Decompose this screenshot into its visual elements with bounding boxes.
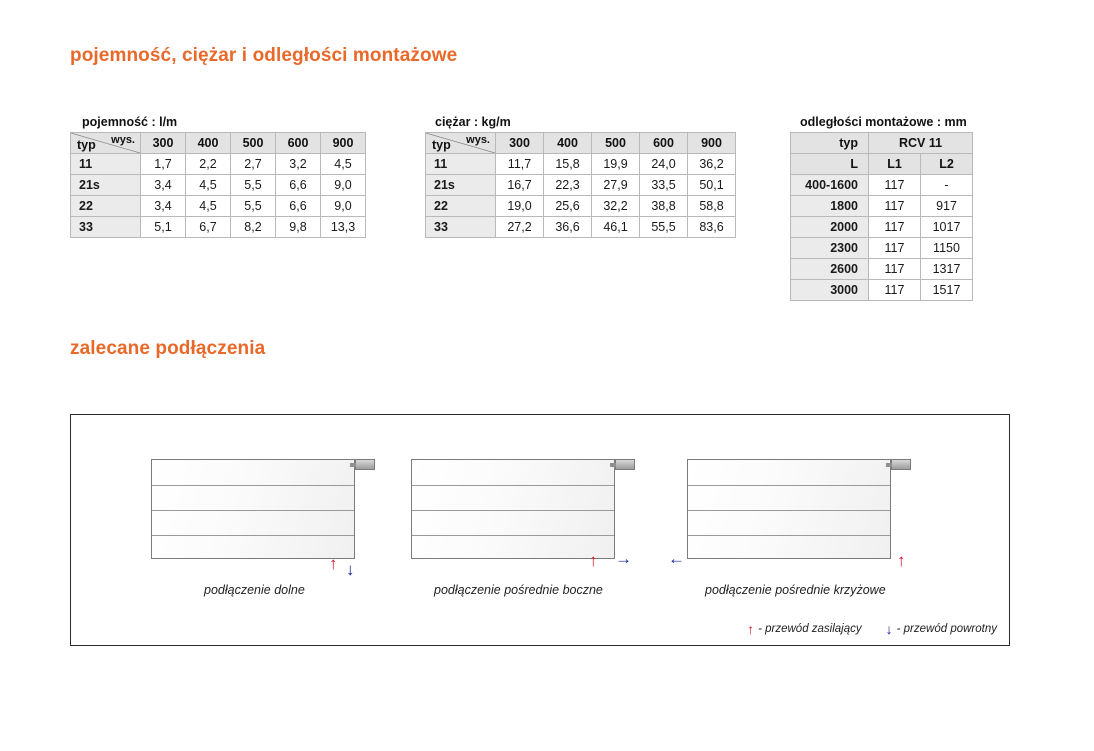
page-title-capacity: pojemność, ciężar i odległości montażowe [70, 45, 458, 66]
corner-top-label: wys. [466, 134, 490, 146]
cell: 117 [869, 238, 921, 259]
row-header: 33 [426, 217, 496, 238]
cell: 27,9 [592, 175, 640, 196]
valve-icon-3 [891, 459, 911, 470]
radiator-segment-line [412, 485, 614, 486]
table-row [791, 259, 973, 280]
column-header: 400 [544, 133, 592, 154]
diagram-caption-3: podłączenie pośrednie krzyżowe [705, 583, 886, 597]
cell: 9,0 [321, 175, 366, 196]
radiator-segment-line [152, 535, 354, 536]
cell: 6,7 [186, 217, 231, 238]
cell: 5,5 [231, 175, 276, 196]
table-header-row [791, 154, 973, 175]
radiator-segment-line [412, 535, 614, 536]
valve-icon-2 [615, 459, 635, 470]
legend-supply-label: - przewód zasilający [758, 623, 862, 635]
table-row [71, 154, 366, 175]
cell: 1317 [921, 259, 973, 280]
table-row [791, 196, 973, 217]
cell: 117 [869, 259, 921, 280]
column-header-l: L [791, 154, 869, 175]
cell: 2,7 [231, 154, 276, 175]
column-header-l2: L2 [921, 154, 973, 175]
radiator-segment-line [152, 510, 354, 511]
diagram-caption-2: podłączenie pośrednie boczne [434, 583, 603, 597]
supply-arrow-icon: ↑ [747, 621, 755, 637]
table-row [71, 217, 366, 238]
diagram-caption-1: podłączenie dolne [204, 583, 305, 597]
cell: 117 [869, 217, 921, 238]
cell: 3,2 [276, 154, 321, 175]
row-header: 33 [71, 217, 141, 238]
row-header: 2000 [791, 217, 869, 238]
radiator-segment-line [688, 510, 890, 511]
column-header: 500 [592, 133, 640, 154]
cell: 917 [921, 196, 973, 217]
cell: 27,2 [496, 217, 544, 238]
column-header: 500 [231, 133, 276, 154]
cell: 3,4 [141, 175, 186, 196]
row-header: 21s [71, 175, 141, 196]
cell: 24,0 [640, 154, 688, 175]
cell: 19,9 [592, 154, 640, 175]
radiator-segment-line [688, 485, 890, 486]
legend-return-label: - przewód powrotny [896, 623, 997, 635]
radiator-segment-line [152, 485, 354, 486]
supply-arrow-1: ↑ [329, 554, 338, 573]
cell: 1,7 [141, 154, 186, 175]
column-header: 400 [186, 133, 231, 154]
cell: 33,5 [640, 175, 688, 196]
radiator-segment-line [688, 535, 890, 536]
capacity-table [70, 132, 366, 238]
column-header-typ: typ [791, 133, 869, 154]
valve-icon-1 [355, 459, 375, 470]
corner-header-cell [426, 133, 496, 154]
cell: 5,5 [231, 196, 276, 217]
cell: 16,7 [496, 175, 544, 196]
cell: 36,6 [544, 217, 592, 238]
row-header: 400-1600 [791, 175, 869, 196]
row-header: 22 [71, 196, 141, 217]
table-row [71, 196, 366, 217]
column-header: 900 [688, 133, 736, 154]
table-row [791, 280, 973, 301]
diagram-legend [747, 621, 997, 637]
column-header: 600 [640, 133, 688, 154]
column-header-model: RCV 11 [869, 133, 973, 154]
weight-table [425, 132, 736, 238]
weight-table-caption: ciężar : kg/m [435, 115, 511, 129]
column-header: 300 [496, 133, 544, 154]
cell: 32,2 [592, 196, 640, 217]
cell: 9,8 [276, 217, 321, 238]
cell: 117 [869, 280, 921, 301]
row-header: 11 [426, 154, 496, 175]
column-header: 600 [276, 133, 321, 154]
cell: 117 [869, 196, 921, 217]
cell: 13,3 [321, 217, 366, 238]
cell: 36,2 [688, 154, 736, 175]
table-row [791, 238, 973, 259]
cell: 6,6 [276, 175, 321, 196]
corner-top-label: wys. [111, 134, 135, 146]
cell: 46,1 [592, 217, 640, 238]
cell: 58,8 [688, 196, 736, 217]
cell: 25,6 [544, 196, 592, 217]
corner-header-cell [71, 133, 141, 154]
row-header: 1800 [791, 196, 869, 217]
radiator-segment-line [412, 510, 614, 511]
cell: - [921, 175, 973, 196]
table-row [791, 175, 973, 196]
table-row [426, 154, 736, 175]
capacity-table-caption: pojemność : l/m [82, 115, 178, 129]
mounting-table-caption: odległości montażowe : mm [800, 115, 967, 129]
cell: 22,3 [544, 175, 592, 196]
radiator-graphic-2 [411, 459, 615, 559]
cell: 2,2 [186, 154, 231, 175]
table-row [426, 175, 736, 196]
column-header-l1: L1 [869, 154, 921, 175]
return-arrow-1: ↓ [346, 560, 355, 579]
cell: 4,5 [186, 196, 231, 217]
table-header-row [71, 133, 366, 154]
table-header-row [791, 133, 973, 154]
cell: 4,5 [186, 175, 231, 196]
supply-arrow-3: ↑ [897, 551, 906, 570]
table-row [426, 217, 736, 238]
row-header: 21s [426, 175, 496, 196]
cell: 50,1 [688, 175, 736, 196]
connections-diagram-panel [70, 414, 1010, 646]
radiator-graphic-3 [687, 459, 891, 559]
row-header: 22 [426, 196, 496, 217]
cell: 117 [869, 175, 921, 196]
corner-bottom-label: typ [77, 138, 96, 152]
table-row [71, 175, 366, 196]
cell: 38,8 [640, 196, 688, 217]
cell: 19,0 [496, 196, 544, 217]
corner-bottom-label: typ [432, 138, 451, 152]
cell: 8,2 [231, 217, 276, 238]
cell: 3,4 [141, 196, 186, 217]
row-header: 11 [71, 154, 141, 175]
cell: 55,5 [640, 217, 688, 238]
cell: 11,7 [496, 154, 544, 175]
cell: 9,0 [321, 196, 366, 217]
radiator-graphic-1 [151, 459, 355, 559]
mounting-table [790, 132, 973, 301]
supply-arrow-2: ↑ [589, 551, 598, 570]
cell: 6,6 [276, 196, 321, 217]
cell: 1517 [921, 280, 973, 301]
cell: 5,1 [141, 217, 186, 238]
table-header-row [426, 133, 736, 154]
cell: 4,5 [321, 154, 366, 175]
row-header: 2300 [791, 238, 869, 259]
column-header: 300 [141, 133, 186, 154]
page-title-connections: zalecane podłączenia [70, 338, 266, 359]
return-arrow-3: ← [668, 549, 685, 568]
table-row [426, 196, 736, 217]
return-arrow-icon: ↓ [885, 621, 893, 637]
cell: 15,8 [544, 154, 592, 175]
row-header: 2600 [791, 259, 869, 280]
table-row [791, 217, 973, 238]
row-header: 3000 [791, 280, 869, 301]
cell: 1150 [921, 238, 973, 259]
cell: 1017 [921, 217, 973, 238]
column-header: 900 [321, 133, 366, 154]
cell: 83,6 [688, 217, 736, 238]
return-arrow-2: → [615, 549, 632, 568]
